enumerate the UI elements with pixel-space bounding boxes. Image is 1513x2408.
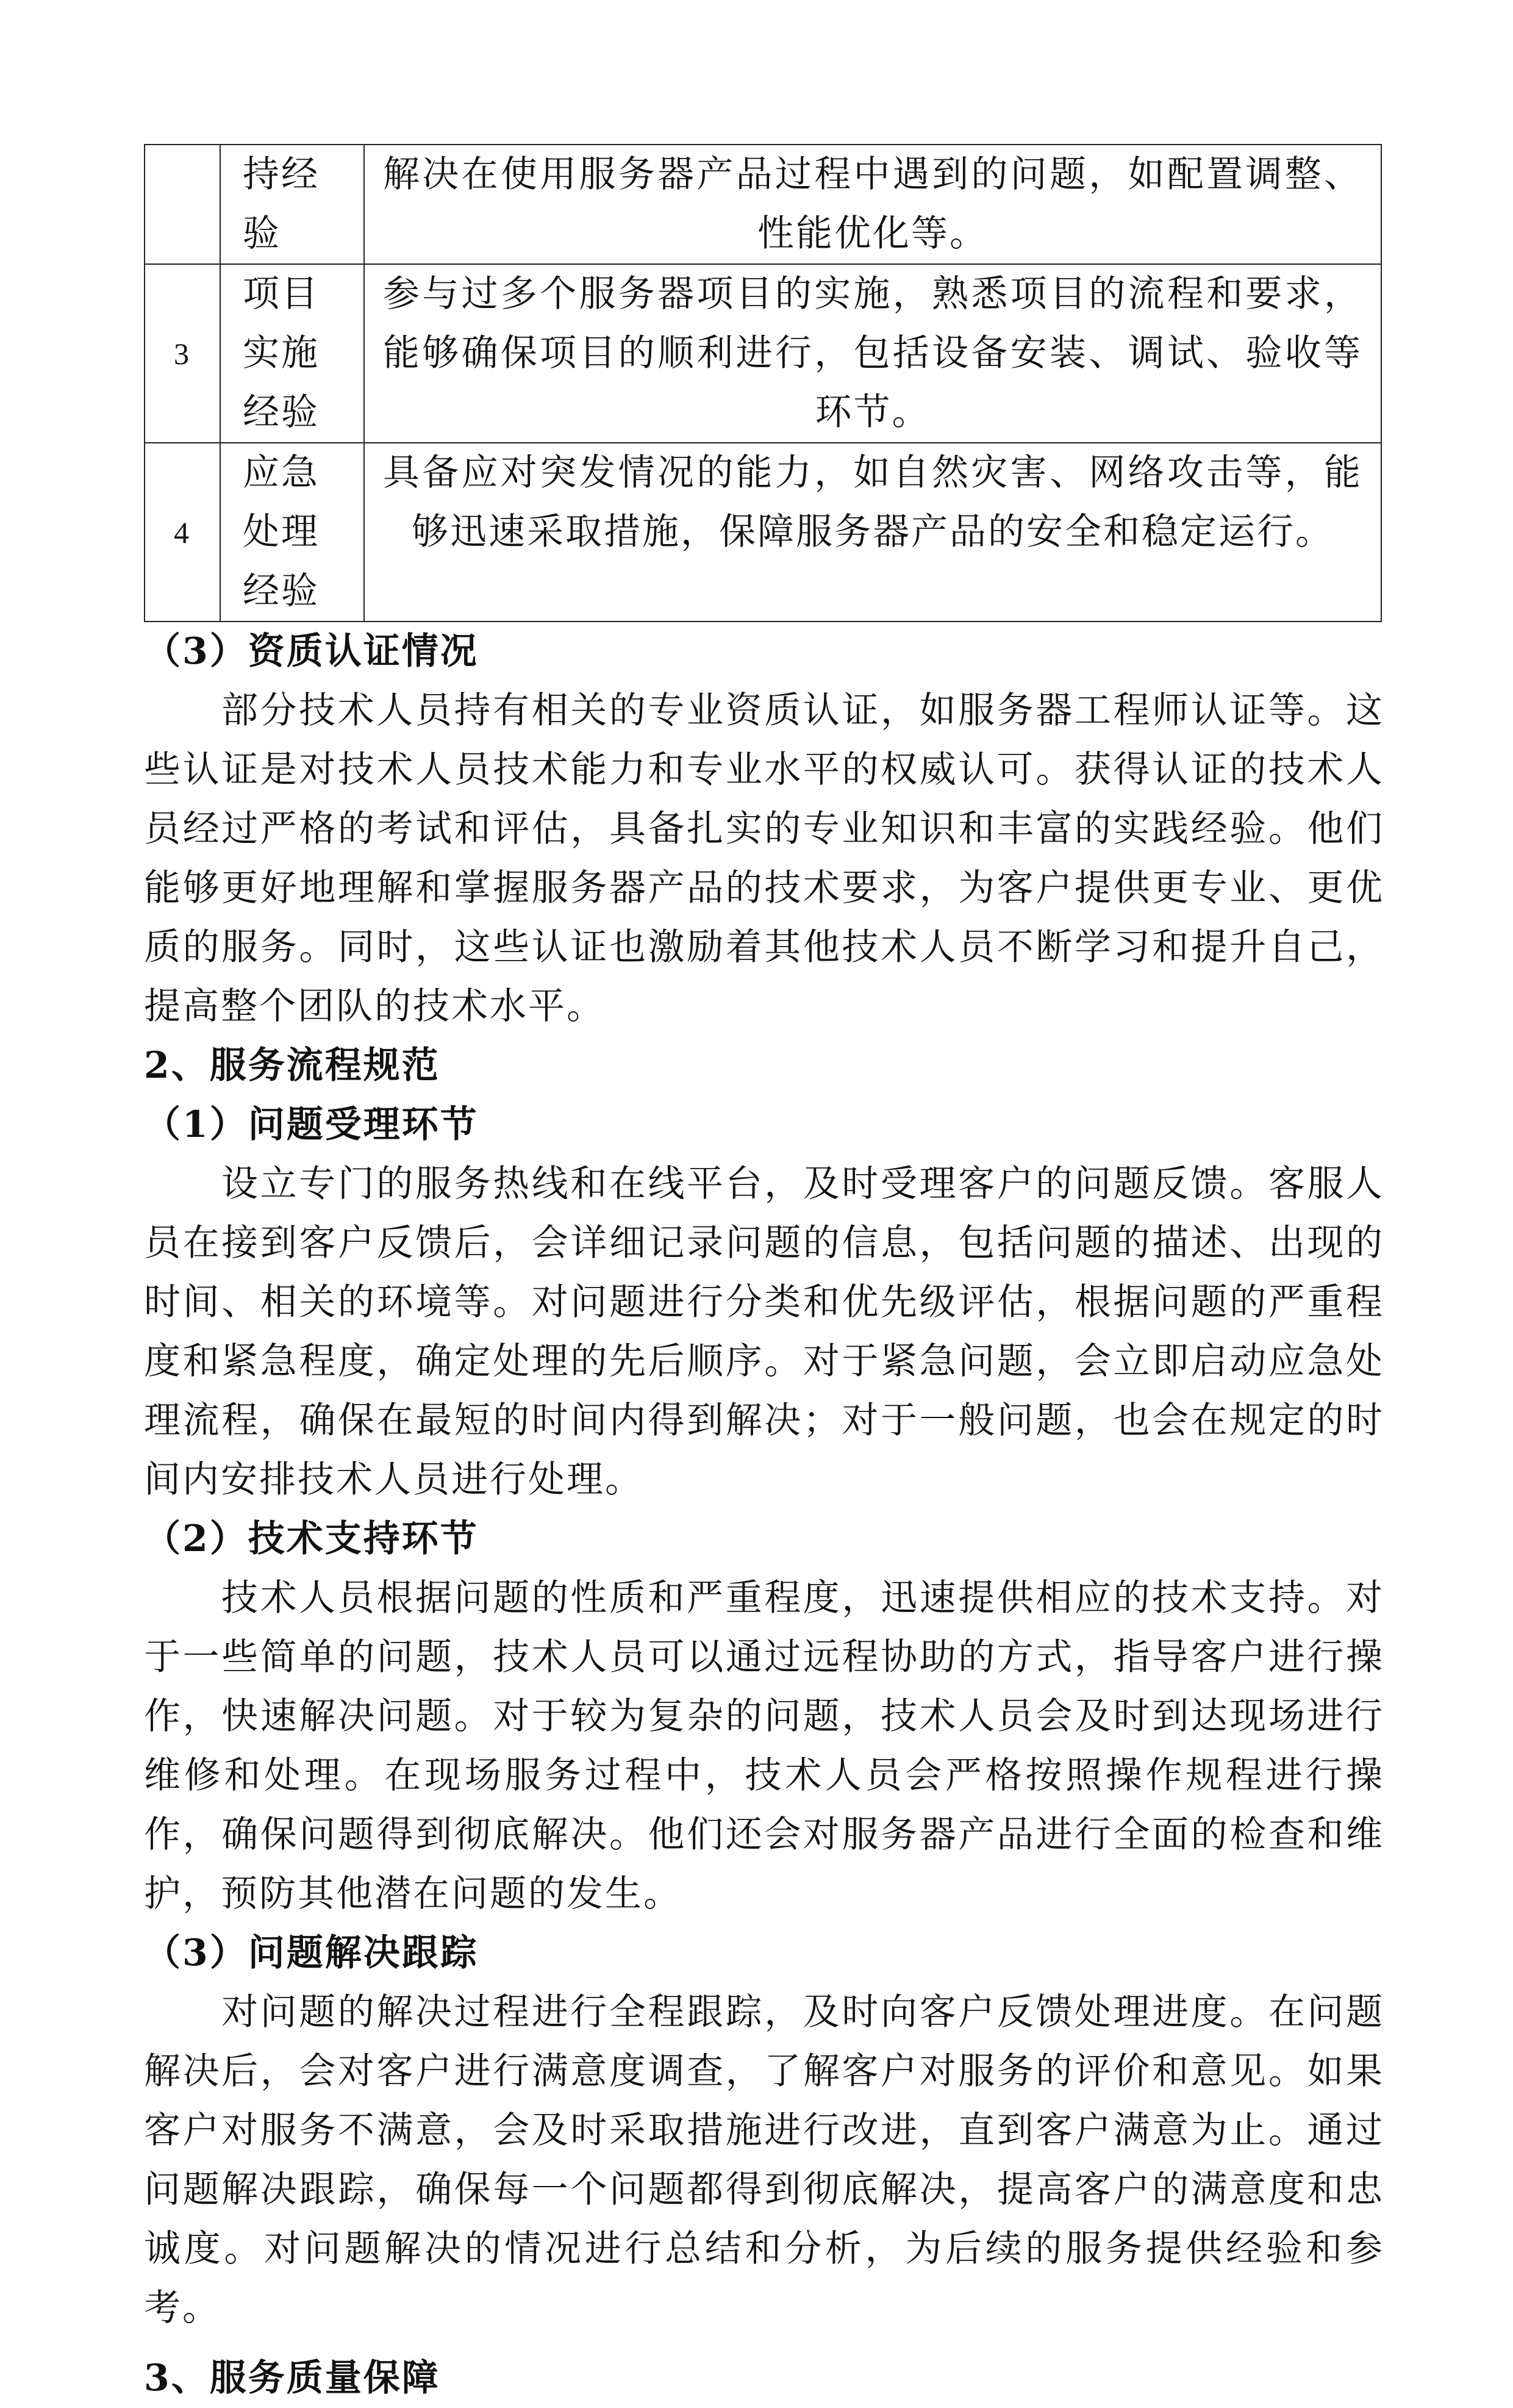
experience-name: 项目实施经验	[243, 273, 320, 434]
table-row	[145, 264, 1381, 443]
qualification-paragraph: 部分技术人员持有相关的专业资质认证，如服务器工程师认证等。这些认证是对技术人员技术能力和专业水平的权威认可。获得认证的技术人员经过严格的考试和评估，具备扎实的专业知识和丰富的实践经验。他们能够更好地理解和掌握服务器产品的技术要求，为客户提供更专业、更优质的服务。同时，这些认证也激励着其他技术人员不断学习和提升自己，提高整个团队的技术水平。	[144, 689, 1384, 1028]
experience-name: 应急处理经验	[243, 451, 320, 612]
acceptance-heading: （1）问题受理环节	[144, 1103, 479, 1146]
table-row	[145, 443, 1381, 622]
experience-description: 参与过多个服务器项目的实施，熟悉项目的流程和要求，能够确保项目的顺利进行，包括设备安装、调试、验收等环节。	[383, 273, 1362, 434]
row-number: 3	[145, 264, 220, 443]
experience-description: 解决在使用服务器产品过程中遇到的问题，如配置调整、性能优化等。	[383, 153, 1362, 255]
qualification-heading: （3）资质认证情况	[144, 630, 479, 673]
page	[144, 144, 1384, 2408]
document-body	[144, 622, 1384, 2408]
acceptance-paragraph: 设立专门的服务热线和在线平台，及时受理客户的问题反馈。客服人员在接到客户反馈后，会详细记录问题的信息，包括问题的描述、出现的时间、相关的环境等。对问题进行分类和优先级评估，根据问题的严重程度和紧急程度，确定处理的先后顺序。对于紧急问题，会立即启动应急处理流程，确保在最短的时间内得到解决；对于一般问题，也会在规定的时间内安排技术人员进行处理。	[144, 1163, 1384, 1501]
table-row	[145, 145, 1381, 264]
experience-table	[144, 144, 1382, 622]
row-number	[145, 145, 220, 264]
row-number: 4	[145, 443, 220, 622]
support-heading: （2）技术支持环节	[144, 1518, 479, 1560]
support-paragraph: 技术人员根据问题的性质和严重程度，迅速提供相应的技术支持。对于一些简单的问题，技术人员可以通过远程协助的方式，指导客户进行操作，快速解决问题。对于较为复杂的问题，技术人员会及时到达现场进行维修和处理。在现场服务过程中，技术人员会严格按照操作规程进行操作，确保问题得到彻底解决。他们还会对服务器产品进行全面的检查和维护，预防其他潜在问题的发生。	[144, 1577, 1384, 1915]
experience-name: 持经验	[243, 153, 320, 255]
tracking-paragraph: 对问题的解决过程进行全程跟踪，及时向客户反馈处理进度。在问题解决后，会对客户进行满意度调查，了解客户对服务的评价和意见。如果客户对服务不满意，会及时采取措施进行改进，直到客户满意为止。通过问题解决跟踪，确保每一个问题都得到彻底解决，提高客户的满意度和忠诚度。对问题解决的情况进行总结和分析，为后续的服务提供经验和参考。	[144, 1991, 1384, 2329]
tracking-heading: （3）问题解决跟踪	[144, 1932, 479, 1974]
process-heading: 2、服务流程规范	[144, 1044, 440, 1087]
experience-description: 具备应对突发情况的能力，如自然灾害、网络攻击等，能够迅速采取措施，保障服务器产品的安全和稳定运行。	[383, 451, 1362, 553]
quality-heading: 3、服务质量保障	[144, 2357, 440, 2399]
